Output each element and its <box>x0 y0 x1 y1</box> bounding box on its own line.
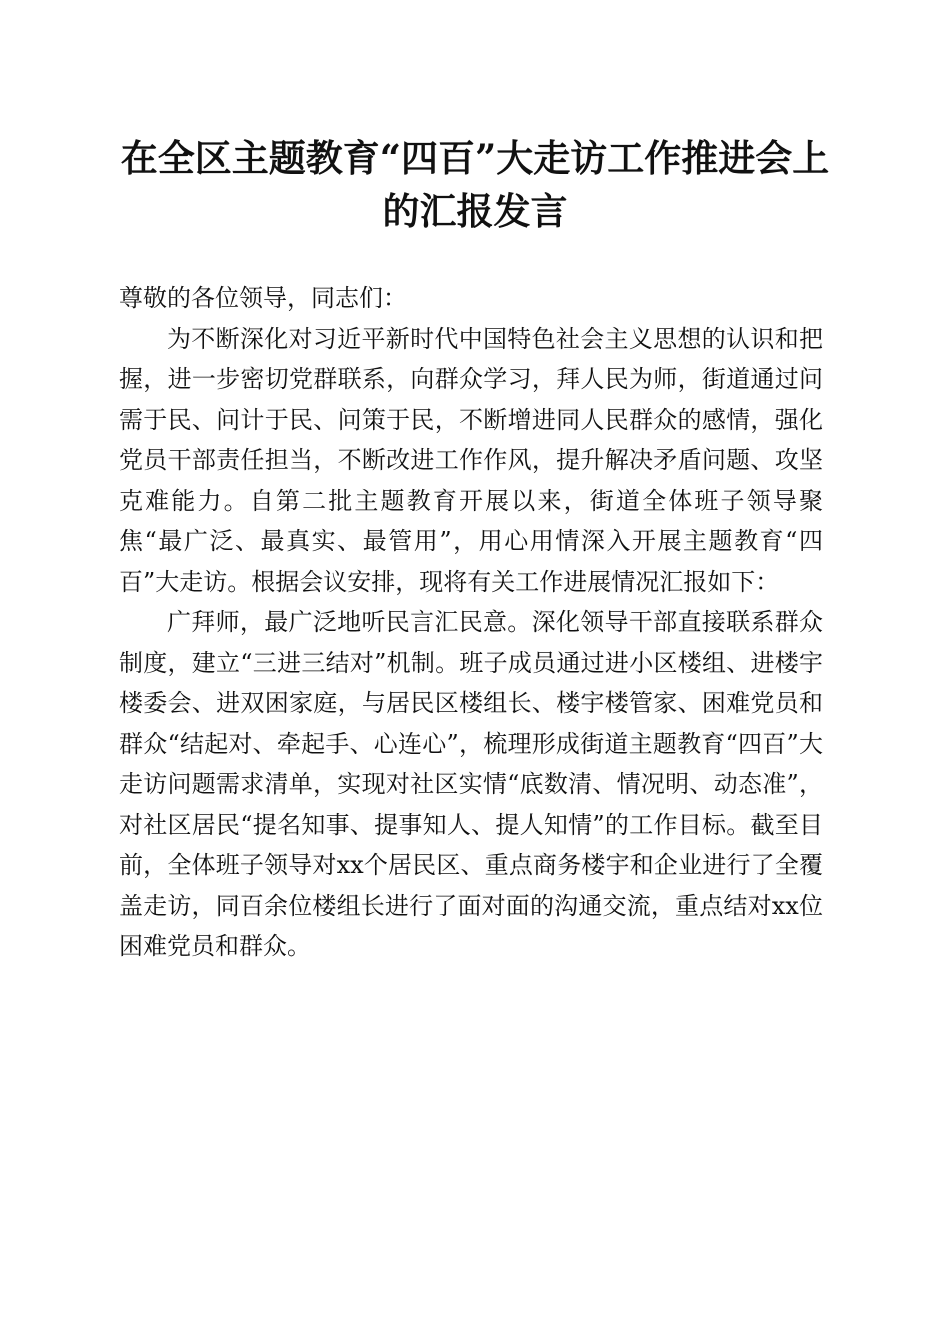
paragraph-guang-bai-shi: 广拜师，最广泛地听民言汇民意。深化领导干部直接联系群众制度，建立“三进三结对”机制。班子成员通过进小区楼组、进楼宇楼委会、进双困家庭，与居民区楼组长、楼宇楼管家、困难党员和群众“结起对、牵起手、心连心”，梳理形成街道主题教育“四百”大走访问题需求清单，实现对社区实情“底数清、情况明、动态准”，对社区居民“提名知事、提事知人、提人知情”的工作目标。截至目前，全体班子领导对xx个居民区、重点商务楼宇和企业进行了全覆盖走访，同百余位楼组长进行了面对面的沟通交流，重点结对xx位困难党员和群众。 <box>119 608 823 960</box>
document-title: 在全区主题教育“四百”大走访工作推进会上的汇报发言 <box>120 136 830 233</box>
salutation: 尊敬的各位领导，同志们： <box>119 284 407 312</box>
paragraph-intro: 为不断深化对习近平新时代中国特色社会主义思想的认识和把握，进一步密切党群联系，向群众学习，拜人民为师，街道通过问需于民、问计于民、问策于民，不断增进同人民群众的感情，强化党员干部责任担当，不断改进工作作风，提升解决矛盾问题、攻坚克难能力。自第二批主题教育开展以来，街道全体班子领导聚焦“最广泛、最真实、最管用”，用心用情深入开展主题教育“四百”大走访。根据会议安排，现将有关工作进展情况汇报如下： <box>119 324 823 596</box>
document-body <box>119 278 823 967</box>
